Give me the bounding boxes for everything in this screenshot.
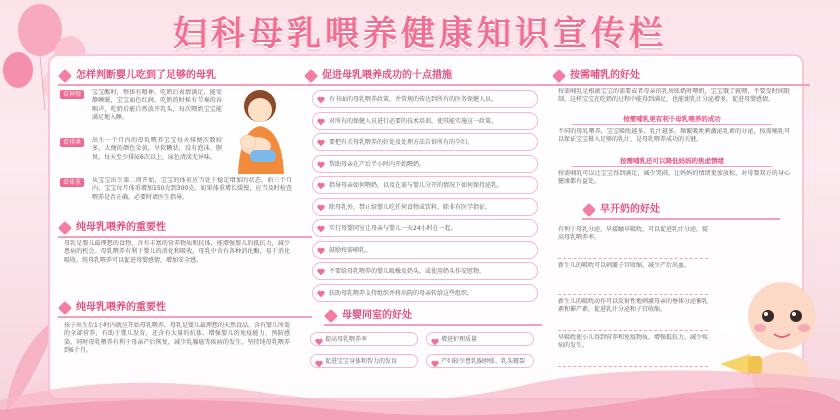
- heart-icon: [317, 118, 325, 126]
- ten-steps-item-text: 扶助母乳喂养支持组织并将出院的母亲转给这些组织。: [329, 289, 474, 297]
- ten-steps-item: [312, 219, 538, 237]
- text-exclusive-bf-2: 孩子出生后1小时内就应开始母乳喂养。母乳是婴儿最理想的天然食品，含有婴儿所需的全部营养，有助于婴儿发育，还含有大量的抗体，增强婴儿的免疫能力，预防感染。同时母乳喂养有利于母亲产后恢复，减少乳腺癌等疾病的发生，坚持纯母乳喂养到6个月。: [64, 322, 290, 355]
- section-header-early-feeding: 早开奶的好处: [582, 202, 780, 220]
- rooming-in-benefit: [310, 332, 418, 346]
- text-look-excretion: 出生一个月内的母乳喂养宝宝每天排便次数较多，大便的颜色金黄，呈软糊状，没有泡沫、腥臭。每天至少排尿6次以上，尿色清淡无异味。: [92, 137, 222, 161]
- section-header-on-demand: 按需哺乳的好处: [552, 68, 810, 86]
- heart-icon: [317, 139, 325, 147]
- ten-steps-item: [312, 241, 538, 259]
- ten-steps-item: [312, 176, 538, 194]
- ten-steps-item: [312, 198, 538, 216]
- rooming-in-benefit-text: 增进护理质量: [441, 336, 478, 343]
- heart-icon: [317, 96, 325, 104]
- early-feeding-item: 新生儿的吸吮可以刺激子宫收缩，减少产后出血。: [558, 262, 708, 295]
- early-feeding-item: 有利于母乳分泌，早接触早吸吮，可以促进乳汁分泌，提高母乳喂养率。: [558, 226, 708, 259]
- ten-steps-item: [312, 90, 538, 108]
- heart-icon: [431, 338, 439, 346]
- ten-steps-item-text: 帮助母亲在产后半小时内开始喂奶。: [329, 160, 426, 168]
- heart-icon: [317, 290, 325, 298]
- subheader-on-demand-success: 按需哺乳更有利于母乳喂养的成功: [572, 114, 772, 125]
- ten-steps-item-text: 有书面的母乳喂养政策，并常规的传达到所有的医务保健人员。: [329, 96, 498, 103]
- ten-steps-item-text: 要把有关母乳喂养的好处及处理方法告诉所有的孕妇。: [329, 139, 474, 146]
- column-2: [304, 56, 544, 398]
- rooming-in-benefit-text: 产妇较少患乳腺肿胀、乳头皲裂: [441, 358, 526, 365]
- ten-steps-item-text: 对所有的保健人员进行必要的技术培训，使其能实施这一政策。: [329, 117, 498, 125]
- subheader-reduce-anxiety: 按需哺乳还可以降低妈妈的焦虑情绪: [572, 156, 772, 167]
- column-1: [58, 56, 296, 398]
- heart-icon: [317, 204, 325, 212]
- section-header-rooming-in: 母婴同室的好处: [324, 308, 542, 326]
- tag-look-expression: 看神情: [60, 90, 84, 99]
- ten-steps-item-text: 鼓励按需哺乳。: [329, 246, 372, 254]
- early-feeding-item: 早吸吮使小儿得到营养和免疫物质，增强抵抗力，减少疾病的发生。: [558, 334, 708, 367]
- text-on-demand: 按需哺乳是根据宝宝的需要或者母亲的乳房胀奶时喂奶，宝宝饿了就喂，不要受时间限制，这样宝宝在吃奶的过程中能得到满足，也能使乳汁分泌增多，促进母婴感情。: [558, 88, 790, 104]
- text-reduce-anxiety: 按需哺乳可以让宝宝得到满足，减少哭闹，让妈妈的情绪更加放松，对母婴双方的身心健康都有益处。: [558, 170, 790, 186]
- ten-steps-item: [312, 262, 538, 280]
- text-look-weight: 从宝宝出生第二周开始，宝宝的体重应当处于稳定增加的状态，前三个月内，宝宝每月体重增加150克到300克。如果体重增长缓慢，应当及时检查喂养是否正确，必要时请医生指导。: [92, 177, 292, 201]
- heart-icon: [317, 182, 325, 190]
- mother-baby-illustration: [226, 84, 292, 174]
- ten-steps-item: [312, 133, 538, 151]
- rooming-in-benefit-text: 促进宝宝身体和智力的发育: [325, 358, 398, 365]
- heart-icon: [315, 338, 323, 346]
- text-on-demand-success: 不同的母乳喂养，宝宝吸吮越多，乳汁越多，频繁吸吮刺激泌乳素的分泌，按需哺乳可以保证宝宝摄入足够的乳汁，是母乳喂养成功的关键。: [558, 128, 790, 144]
- ten-steps-item: [312, 155, 538, 173]
- ten-steps-item-text: 指导母亲如何喂奶，以及在需与婴儿分开的情况下如何保持泌乳。: [329, 182, 504, 189]
- section-header-sufficient-milk: 怎样判断婴儿吃到了足够的母乳: [58, 68, 312, 86]
- tag-look-excretion: 看排泄: [60, 138, 84, 147]
- ten-steps-item-text: 实行母婴同室让母亲与婴儿一天24小时在一起。: [329, 225, 457, 232]
- ten-steps-item: [312, 112, 538, 130]
- text-exclusive-bf: 母乳是婴儿最理想的食物，含有丰富的营养物质和抗体，能增强婴儿的抵抗力，减少患病的机会。母乳喂养有利于婴儿的消化和吸收，母乳中含有各种消化酶，易于消化吸收。纯母乳喂养可以促进母婴感情，增加安全感。: [64, 240, 290, 264]
- tag-look-weight: 看体重: [60, 178, 84, 187]
- section-header-exclusive-bf-2: 纯母乳喂养的重要性: [58, 300, 312, 318]
- poster-title: 妇科母乳喂养健康知识宣传栏: [173, 14, 667, 54]
- rooming-in-benefit-text: 提高母乳喂养率: [325, 336, 368, 343]
- heart-icon: [317, 161, 325, 169]
- heart-icon: [317, 225, 325, 233]
- content-panel: [50, 56, 802, 398]
- rooming-in-benefit: [426, 332, 534, 346]
- text-look-expression: 宝宝醒时，整体有精神，吃奶后表情满足，能安静睡眠，宝宝面色红润，吃奶的时候有节奏的吞咽声，吃奶后能自然放开乳头，每次喂奶宝宝能满足地入睡。: [92, 89, 222, 122]
- ten-steps-item: [312, 284, 538, 302]
- section-header-exclusive-bf: 纯母乳喂养的重要性: [58, 220, 312, 238]
- heart-icon: [317, 268, 325, 276]
- ten-steps-item-text: 不要给母乳喂养的婴儿吸橡皮奶头，或使用奶头作安慰物。: [329, 268, 486, 275]
- early-feeding-item: 新生儿的吸吮动作可以反射性地刺激母亲的垂体分泌催乳素和催产素，促进乳汁分泌和子宫收缩。: [558, 298, 708, 331]
- heart-icon: [317, 247, 325, 255]
- bottom-wave-decoration: [0, 350, 840, 420]
- section-header-ten-steps: 促进母乳喂养成功的十点措施: [304, 68, 560, 86]
- ten-steps-item-text: 除母乳外，禁止给婴儿吃任何食物或饮料，除非有医学指征。: [329, 203, 492, 211]
